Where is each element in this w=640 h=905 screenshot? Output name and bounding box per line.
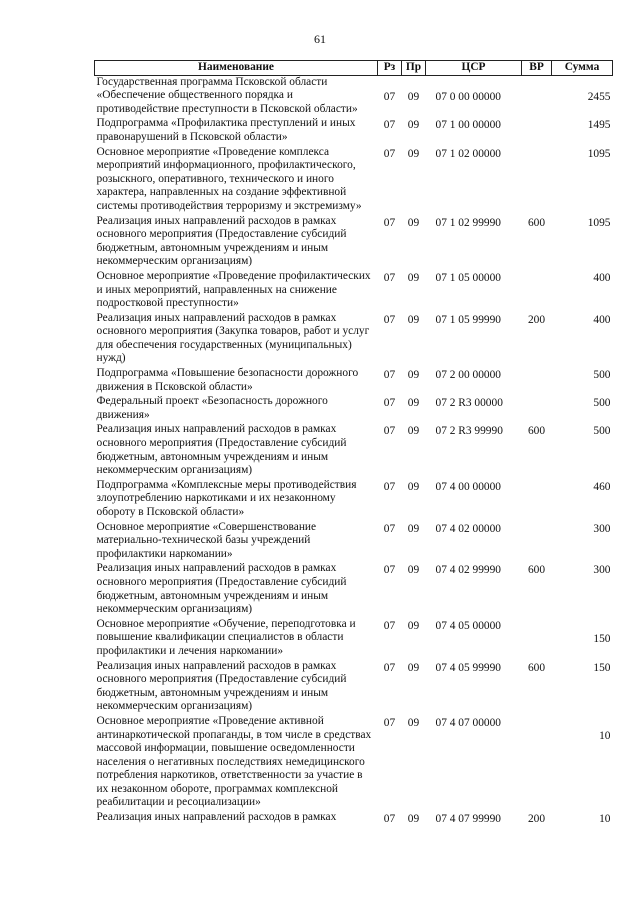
table-row [95,270,613,312]
row-pr: 09 [407,216,420,229]
row-vr [522,715,552,811]
row-csr: 07 1 02 99990 [435,216,501,229]
row-sum: 460 [593,480,611,493]
row-csr: 07 1 02 00000 [435,147,501,160]
row-sum: 300 [593,564,611,577]
row-name: Реализация иных направлений расходов в рамках основного мероприятия (Предоставление субсидий бюджетным, автономным учреждениям и иным некоммерческим организациям) [96,423,347,477]
row-name: Федеральный проект «Безопасность дорожного движения» [96,395,328,421]
row-vr: 600 [527,425,546,438]
row-sum: 2455 [587,90,611,103]
row-rz: 07 [383,522,396,535]
row-pr: 09 [407,522,420,535]
row-rz: 07 [383,397,396,410]
row-name: Реализация иных направлений расходов в рамках основного мероприятия (Предоставление субсидий бюджетным, автономным учреждениям и иным некоммерческим организациям) [96,562,347,616]
row-sum: 500 [593,369,611,382]
row-csr: 07 2 00 00000 [435,369,501,382]
row-pr: 09 [407,619,420,632]
table-row [95,395,613,423]
row-name: Основное мероприятие «Проведение комплекса мероприятий информационного, профилактического, розыскного, оперативного, технического и иного характера, направленных на создание эффективной системы противодействия терроризму и экстремизму» [96,145,362,212]
row-vr [522,75,552,117]
table-row [95,521,613,563]
row-vr [522,367,552,395]
table-row [95,618,613,660]
row-csr: 07 2 R3 99990 [435,425,503,438]
row-vr [522,395,552,423]
row-csr: 07 2 R3 00000 [435,397,503,410]
row-csr: 07 1 05 99990 [435,313,501,326]
row-pr: 09 [407,425,420,438]
row-sum: 1095 [587,147,611,160]
row-name: Реализация иных направлений расходов в рамках основного мероприятия (Закупка товаров, работ и услуг для обеспечения государственных (муниципальных) нужд) [96,311,370,365]
row-name: Основное мероприятие «Проведение профилактических и иных мероприятий, направленных на снижение подростковой преступности» [96,269,371,310]
row-vr: 200 [527,313,546,326]
row-vr [522,117,552,145]
row-pr: 09 [407,147,420,160]
row-vr [522,618,552,660]
table-row [95,811,613,827]
row-name: Реализация иных направлений расходов в рамках основного мероприятия (Предоставление субсидий бюджетным, автономным учреждениям и иным некоммерческим организациям) [96,214,347,268]
row-vr [522,521,552,563]
row-pr: 09 [407,564,420,577]
row-sum: 500 [593,397,611,410]
row-csr: 07 4 00 00000 [435,480,501,493]
row-vr [522,146,552,215]
row-csr: 07 4 07 99990 [435,813,501,826]
row-rz: 07 [383,564,396,577]
column-header-rz: Рз [378,61,402,76]
row-name: Государственная программа Псковской области «Обеспечение общественного порядка и противодействие преступности в Псковской области» [96,75,358,115]
row-csr: 07 1 00 00000 [435,119,501,132]
row-vr: 600 [527,661,546,674]
row-csr: 07 4 02 00000 [435,522,501,535]
table-row [95,660,613,715]
row-pr: 09 [407,716,420,729]
row-sum: 10 [599,813,611,826]
row-rz: 07 [383,369,396,382]
row-sum: 10 [599,729,611,742]
row-csr: 07 0 00 00000 [435,90,501,103]
column-header-csr: ЦСР [426,61,522,76]
row-pr: 09 [407,397,420,410]
row-name: Подпрограмма «Повышение безопасности дорожного движения в Псковской области» [96,367,359,393]
row-name: Основное мероприятие «Проведение активной антинаркотической пропаганды, в том числе в средствах массовой информации, повышение осведомленности населения о негативных последствиях немедицинского потребления наркотиков, ответственности за участие в их незаконном обороте, программах комплексной реабилитации и ресоциализации» [96,714,372,809]
table-row [95,215,613,270]
row-rz: 07 [383,271,396,284]
row-name: Основное мероприятие «Совершенствование материально-технической базы учреждений профилактики наркомании» [96,520,317,560]
row-sum: 400 [593,271,611,284]
table-row [95,367,613,395]
row-pr: 09 [407,90,420,103]
table-row [95,75,613,117]
row-name: Подпрограмма «Комплексные меры противодействия злоупотреблению наркотиками и их незаконному обороту в Псковской области» [96,478,357,518]
row-sum: 300 [593,522,611,535]
table-header-row [95,61,613,76]
column-header-vr: ВР [522,61,552,76]
row-rz: 07 [383,716,396,729]
row-pr: 09 [407,313,420,326]
column-header-sum: Сумма [552,61,613,76]
row-vr [522,479,552,521]
row-pr: 09 [407,813,420,826]
table-row [95,562,613,617]
row-vr: 200 [527,813,546,826]
row-name: Реализация иных направлений расходов в рамках [96,811,337,824]
table-row [95,479,613,521]
row-rz: 07 [383,813,396,826]
table-row [95,423,613,478]
row-vr: 600 [527,564,546,577]
row-csr: 07 4 07 00000 [435,716,501,729]
row-rz: 07 [383,90,396,103]
row-rz: 07 [383,619,396,632]
table-row [95,146,613,215]
page-number: 61 [314,32,326,46]
row-vr [522,270,552,312]
row-csr: 07 4 02 99990 [435,564,501,577]
row-pr: 09 [407,119,420,132]
row-pr: 09 [407,271,420,284]
row-rz: 07 [383,425,396,438]
row-rz: 07 [383,480,396,493]
row-sum: 1095 [587,216,611,229]
row-rz: 07 [383,313,396,326]
row-name: Реализация иных направлений расходов в рамках основного мероприятия (Предоставление субсидий бюджетным, автономным учреждениям и иным некоммерческим организациям) [96,659,347,713]
row-rz: 07 [383,216,396,229]
row-pr: 09 [407,369,420,382]
row-sum: 150 [593,661,611,674]
row-csr: 07 1 05 00000 [435,271,501,284]
column-header-name: Наименование [95,61,378,76]
row-sum: 150 [593,632,611,645]
row-csr: 07 4 05 00000 [435,619,501,632]
row-pr: 09 [407,661,420,674]
row-pr: 09 [407,480,420,493]
row-vr: 600 [527,216,546,229]
row-rz: 07 [383,147,396,160]
table-row [95,312,613,367]
row-rz: 07 [383,661,396,674]
column-header-pr: Пр [402,61,426,76]
table-row [95,715,613,811]
row-name: Подпрограмма «Профилактика преступлений и иных правонарушений в Псковской области» [96,117,356,143]
row-sum: 400 [593,313,611,326]
row-name: Основное мероприятие «Обучение, переподготовка и повышение квалификации специалистов в области профилактики и лечения наркомании» [96,617,356,657]
row-rz: 07 [383,119,396,132]
row-csr: 07 4 05 99990 [435,661,501,674]
budget-table [94,60,613,827]
table-row [95,117,613,145]
row-sum: 1495 [587,119,611,132]
row-sum: 500 [593,425,611,438]
